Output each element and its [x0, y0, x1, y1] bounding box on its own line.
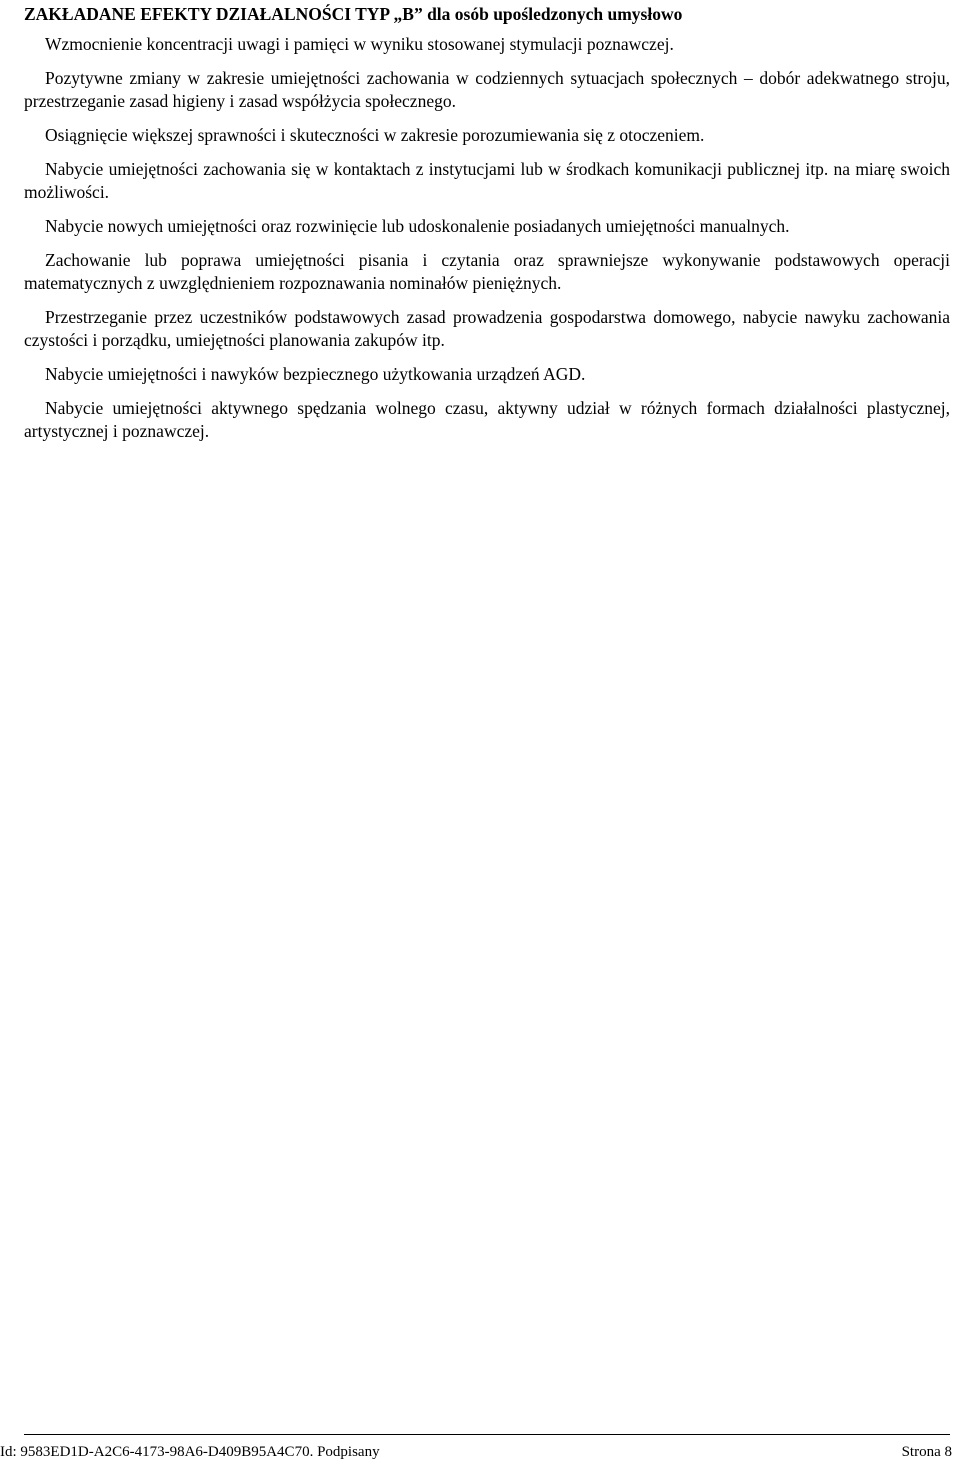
section-heading: ZAKŁADANE EFEKTY DZIAŁALNOŚCI TYP „B” dla osób upośledzonych umysłowo: [24, 4, 683, 24]
footer-document-id: Id: 9583ED1D-A2C6-4173-98A6-D409B95A4C70. Podpisany: [0, 1444, 380, 1460]
paragraph-2: Pozytywne zmiany w zakresie umiejętności zachowania w codziennych sytuacjach społecznych – dobór adekwatnego stroju, przestrzeganie zasad higieny i zasad współżycia społecznego.: [24, 68, 950, 111]
document-body: [24, 3, 950, 454]
footer-divider: [24, 1434, 950, 1435]
paragraph-1: Wzmocnienie koncentracji uwagi i pamięci w wyniku stosowanej stymulacji poznawczej.: [45, 34, 674, 54]
footer-page-number: Strona 8: [901, 1444, 952, 1460]
page-footer: [0, 1434, 960, 1465]
paragraph-3: Osiągnięcie większej sprawności i skuteczności w zakresie porozumiewania się z otoczeniem.: [45, 125, 705, 145]
paragraph-7: Przestrzeganie przez uczestników podstawowych zasad prowadzenia gospodarstwa domowego, nabycie nawyku zachowania czystości i porządku, umiejętności planowania zakupów itp.: [24, 307, 950, 350]
paragraph-8: Nabycie umiejętności i nawyków bezpiecznego użytkowania urządzeń AGD.: [45, 364, 586, 384]
paragraph-9: Nabycie umiejętności aktywnego spędzania wolnego czasu, aktywny udział w różnych formach działalności plastycznej, artystycznej i poznawczej.: [24, 398, 950, 441]
paragraph-6: Zachowanie lub poprawa umiejętności pisania i czytania oraz sprawniejsze wykonywanie podstawowych operacji matematycznych z uwzględnieniem rozpoznawania nominałów pieniężnych.: [24, 250, 950, 293]
paragraph-4: Nabycie umiejętności zachowania się w kontaktach z instytucjami lub w środkach komunikacji publicznej itp. na miarę swoich możliwości.: [24, 159, 950, 202]
paragraph-5: Nabycie nowych umiejętności oraz rozwinięcie lub udoskonalenie posiadanych umiejętności manualnych.: [45, 216, 790, 236]
